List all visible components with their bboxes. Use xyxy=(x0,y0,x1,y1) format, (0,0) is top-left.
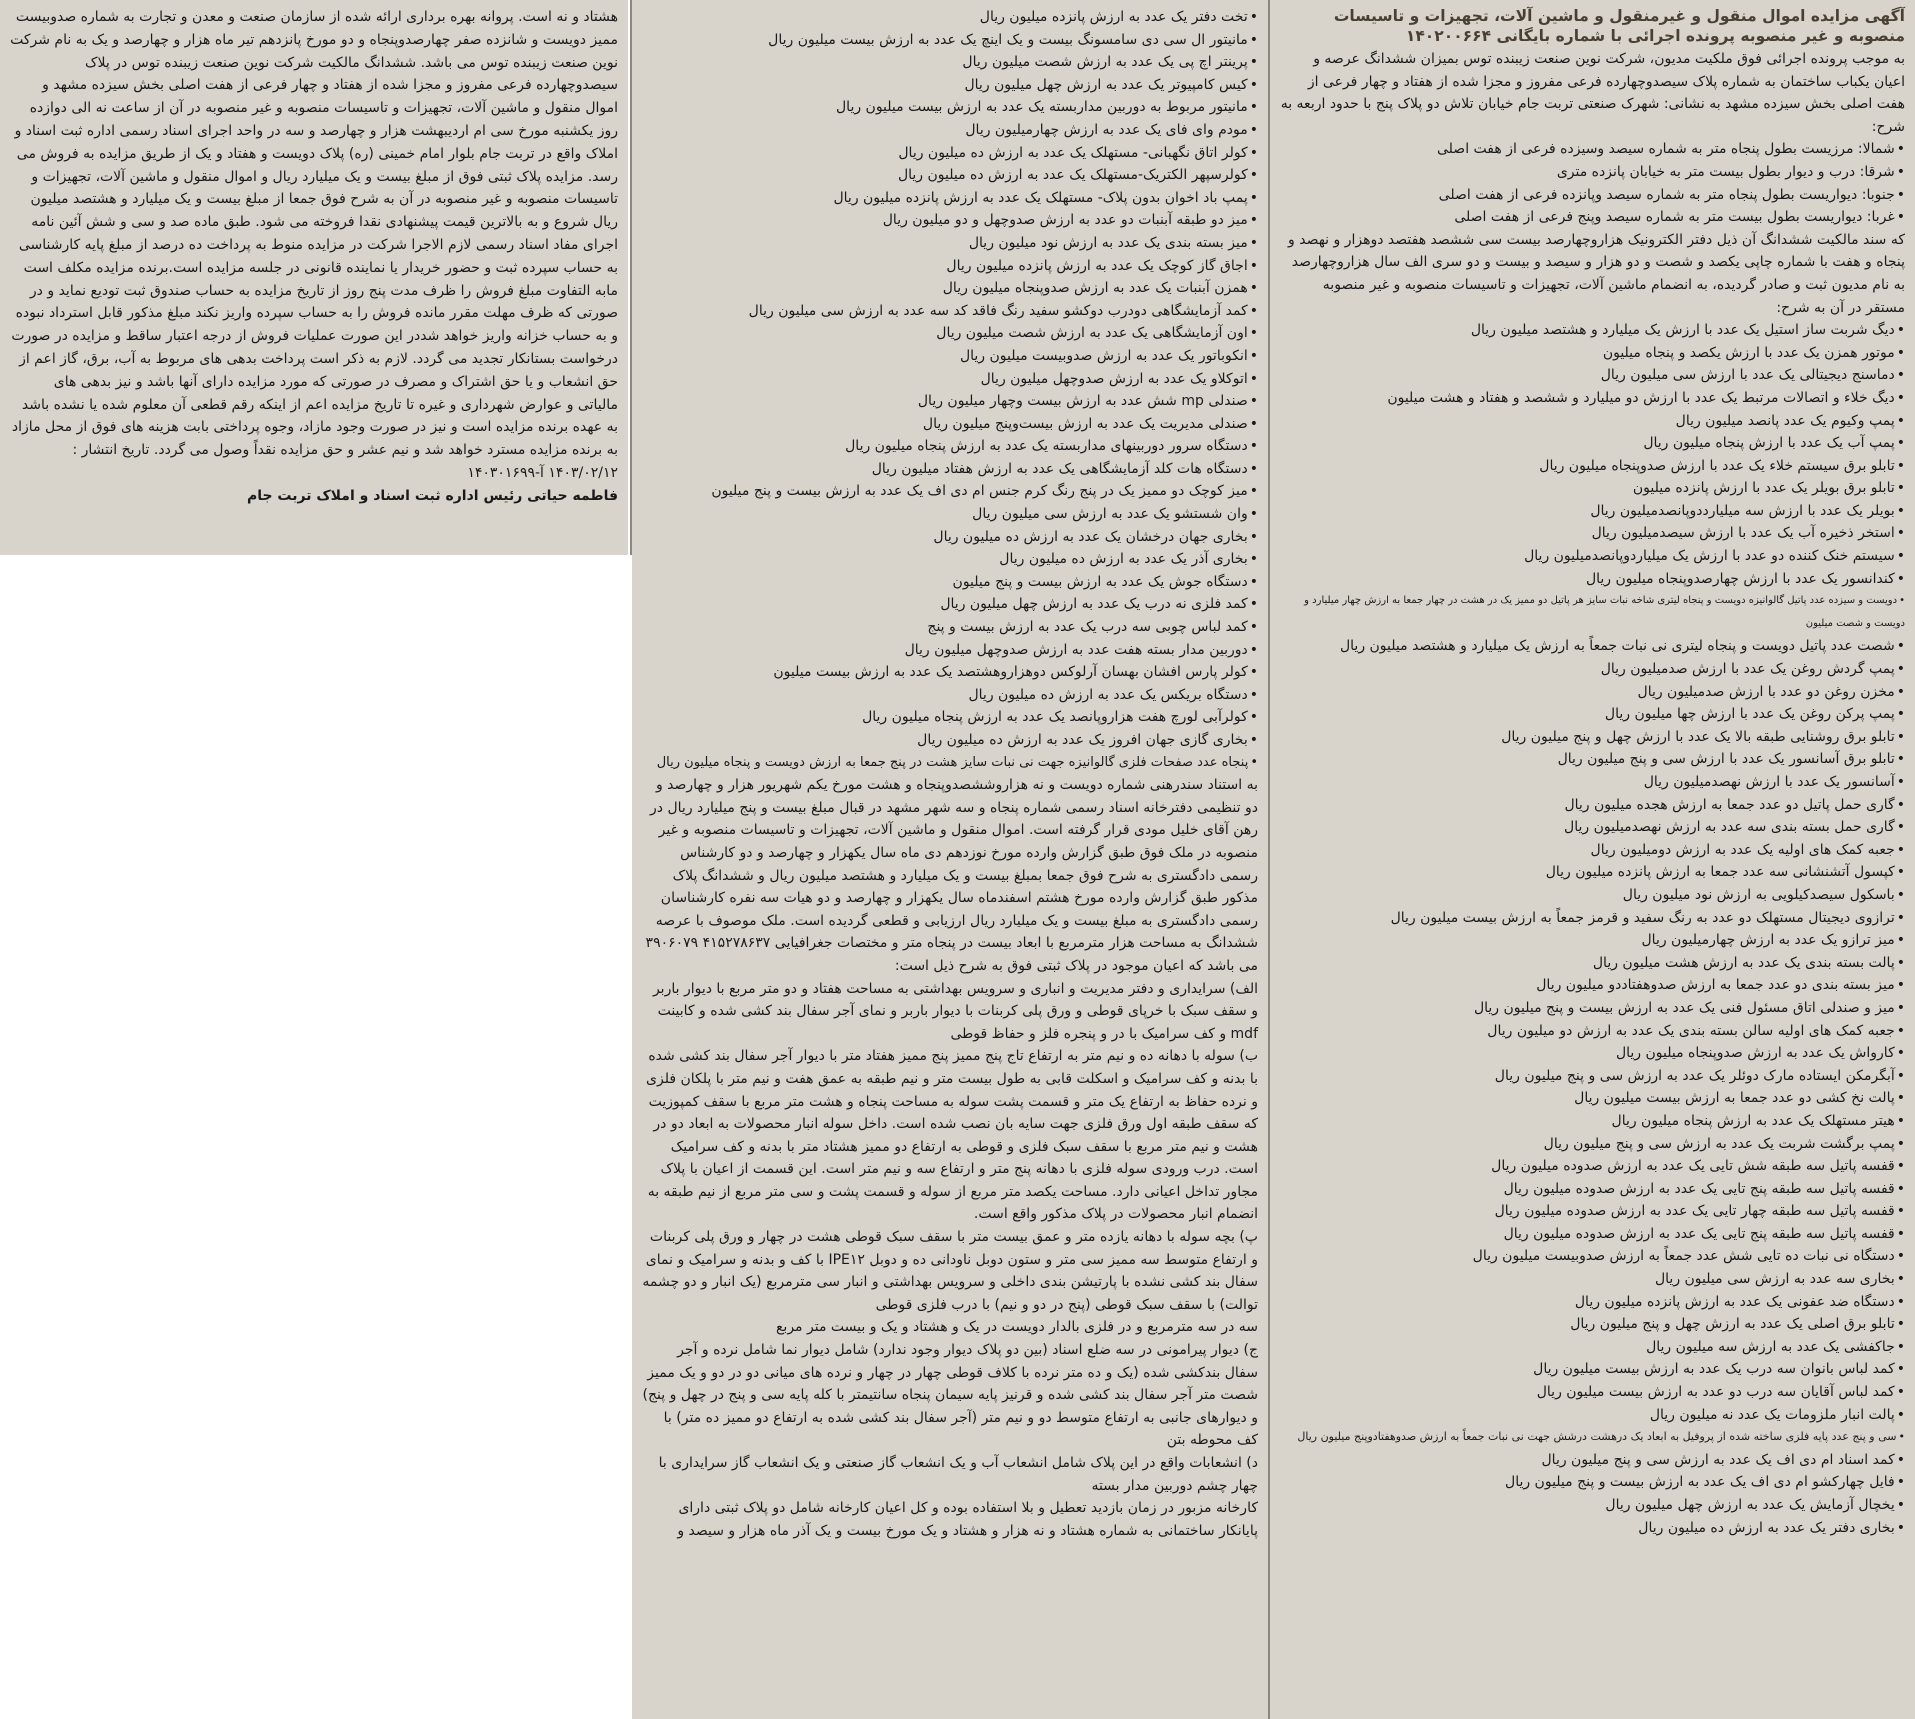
asset-item: • اجاق گاز کوچک یک عدد به ارزش پانزده میلیون ریال xyxy=(642,255,1258,278)
asset-item: • مخزن روغن دو عدد با ارزش صدمیلیون ریال xyxy=(1280,681,1905,704)
asset-item: • اون آزمایشگاهی یک عدد به ارزش شصت میلیون ریال xyxy=(642,322,1258,345)
signature: فاطمه حیاتی رئیس اداره ثبت اسناد و املاک تربت جام xyxy=(246,487,618,504)
asset-item: • کمد اسناد ام دی اف یک عدد به ارزش سی و پنج میلیون ریال xyxy=(1280,1449,1905,1472)
asset-item: • پمپ وکیوم یک عدد پانصد میلیون ریال xyxy=(1280,410,1905,433)
asset-item: • پالت بسته بندی یک عدد به ارزش هشت میلیون ریال xyxy=(1280,952,1905,975)
asset-item: • گاری حمل بسته بندی سه عدد به ارزش نهصدمیلیون ریال xyxy=(1280,816,1905,839)
boundaries-list xyxy=(1280,138,1905,228)
notice-title: آگهی مزایده اموال منقول و غیرمنقول و ماشین آلات، تجهیزات و تاسیسات منصوبه و غیر منصوبه پرونده اجرائی با شماره بایگانی ۱۴۰۲۰۰۶۶۴ xyxy=(1333,7,1905,45)
asset-item: • میز بسته بندی دو عدد جمعا به ارزش صدوهفتاددو میلیون ریال xyxy=(1280,974,1905,997)
asset-item: • میز و صندلی اتاق مسئول فنی یک عدد به ارزش بیست و پنج میلیون ریال xyxy=(1280,997,1905,1020)
asset-item: • قفسه پاتیل سه طبقه پنج تایی یک عدد به ارزش صدوده میلیون ریال xyxy=(1280,1178,1905,1201)
asset-item: • انکوباتور یک عدد به ارزش صدوبیست میلیون ریال xyxy=(642,345,1258,368)
asset-item: • کولر پارس افشان بهسان آرلوکس دوهزاروهشتصد یک عدد به ارزش بیست میلیون xyxy=(642,661,1258,684)
auction-terms-paragraph: هشتاد و نه است. پروانه بهره برداری ارائه شده از سازمان صنعت و معدن و تجارت به شماره صدوبیست ممیز دویست و شانزده صفر چهارصدوپنجاه و دو مورخ پانزدهم تیر ماه هزار و چهارصد و یک به نام شرکت نوین صنعت زیبنده توس می باشد. ششدانگ مالکیت شرکت نوین صنعت زیبنده توس در پلاک سیصدوچهارده فرعی مفروز و مجزا شده از هفتاد و چهار فرعی از هفت اصلی بخش سیزده مشهد و اموال منقول و ماشین آلات، تجهیزات و تاسیسات منصوبه و غیر منصوبه در آن از ساعت نه الی دوازده روز یکشنبه مورخ سی ام اردیبهشت هزار و چهارصد و سه در واحد اجرای اسناد رسمی اداره ثبت اسناد و املاک واقع در تربت جام بلوار امام خمینی (ره) پلاک دویست و هفتاد و یک از طریق مزایده به فروش می رسد. مزایده پلاک ثبتی فوق از مبلغ بیست و یک میلیارد ریال و اموال منقول و ماشین آلات، تجهیزات و تاسیسات منصوبه و غیر منصوبه در آن به شرح فوق جمعا از مبلغ بیست و یک میلیارد و هشتصد میلیون ریال شروع و به بالاترین قیمت پیشنهادی نقدا فروخته می شود. طبق ماده صد و سی و شش آئین نامه اجرای مفاد اسناد رسمی لازم الاجرا شرکت در مزایده منوط به پرداخت ده درصد از مبلغ پایه کارشناسی به حساب سپرده ثبت و حضور خریدار یا نماینده قانونی در جلسه مزایده است.برنده مزایده مکلف است مابه التفاوت مبلغ فروش را ظرف مدت پنج روز از تاریخ مزایده به حساب صندوق ثبت تودیع نماید و در صورتی که ظرف مهلت مقرر مانده فروش را به حساب سپرده واریز نکند مبلغ مذکور قابل استرداد نبوده و به حساب خزانه واریز خواهد شددر این صورت عملیات فروش از درجه اعتبار ساقط و مزایده در صورت درخواست بستانکار تجدید می گردد. لازم به ذکر است پرداخت بدهی های مربوط به آب، برق، گاز اعم از حق انشعاب و یا حق اشتراک و مصرف در صورتی که مورد مزایده دارای آنها باشد و نیز بدهی های مالیاتی و عوارض شهرداری و غیره تا تاریخ مزایده اعم از اینکه رقم قطعی آن معلوم شده یا نشده باشد به عهده برنده مزایده است و نیز در صورت وجود مازاد، وجوه پرداختی بابت هزینه های فوق از محل مازاد به برنده مزایده مسترد خواهد شد و نیم عشر و حق مزایده نقداً وصول می گردد. تاریخ انتشار : ۱۴۰۳/۰۲/۱۲ آ-۱۴۰۳۰۱۶۹۹ xyxy=(10,9,618,481)
asset-item: • قفسه پاتیل سه طبقه چهار تایی یک عدد به ارزش صدوده میلیون ریال xyxy=(1280,1200,1905,1223)
right-column xyxy=(1270,0,1915,1719)
asset-item: • همزن آبنبات یک عدد به ارزش صدوپنجاه میلیون ریال xyxy=(642,277,1258,300)
asset-item: • کمد لباس بانوان سه درب یک عدد به ارزش بیست میلیون ریال xyxy=(1280,1358,1905,1381)
column-divider xyxy=(1268,0,1270,1719)
description-paragraph: پ) بچه سوله با دهانه یازده متر و عمق بیست متر با سقف سبک قوطی هشت در چهار و ورق پلی کربنات و ارتفاع متوسط سه ممیز سی متر و ستون دوبل ناودانی ده و دوبل IPE۱۲ با کف و بدنه و سرامیک و نمای سفال بند کشی نشده با پارتیشن بندی داخلی و سرویس بهداشتی و انبار سی مترمربع (یک انبار و دو چشمه توالت) با سقف سبک قوطی (پنج در دو و نیم) با درب فلزی قوطی xyxy=(642,1229,1258,1313)
description-paragraph: الف) سرایداری و دفتر مدیریت و انباری و سرویس بهداشتی به مساحت هفتاد و دو متر مربع با دیوار باربر و سقف سبک با خرپای قوطی و ورق پلی کربنات با دیوار باربر و نمای آجر سفال بند کشی شده و کابینت mdf و کف سرامیک با در و پنجره فلز و حفاظ قوطی xyxy=(652,980,1258,1042)
asset-item: • بخاری آذر یک عدد به ارزش ده میلیون ریال xyxy=(642,548,1258,571)
asset-item: • پنجاه عدد صفحات فلزی گالوانیزه جهت نی نبات سایز هشت در پنج جمعا به ارزش دویست و پنجاه میلیون ریال xyxy=(642,752,1258,775)
asset-item: • کپسول آتشنشانی سه عدد جمعا به ارزش پانزده میلیون ریال xyxy=(1280,861,1905,884)
asset-item: • پمپ باد اخوان بدون پلاک- مستهلک یک عدد به ارزش پانزده میلیون ریال xyxy=(642,187,1258,210)
asset-item: • سیستم خنک کننده دو عدد با ارزش یک میلیاردوپانصدمیلیون ریال xyxy=(1280,545,1905,568)
asset-item: • دستگاه نی نبات ده تایی شش عدد جمعاً به ارزش صدوبیست میلیون ریال xyxy=(1280,1245,1905,1268)
deed-paragraph: که سند مالکیت ششدانگ آن ذیل دفتر الکترونیک هزاروچهارصد بیست سی ششصد هفتصد دوهزار و نهصد و پنجاه و هفت با شماره چاپی یکصد و شصت و دو هزار و سیصد و بیست و دو سری الف سال هزاروچهارصد به نام مدیون ثبت و صادر گردیده، به انضمام ماشین آلات، تجهیزات و تاسیسات منصوبه و غیر منصوبه مستقر در آن به شرح: xyxy=(1288,231,1905,316)
asset-item: • قفسه پاتیل سه طبقه پنج تایی یک عدد به ارزش صدوده میلیون ریال xyxy=(1280,1223,1905,1246)
asset-item: • تابلو برق بویلر یک عدد با ارزش پانزده میلیون xyxy=(1280,477,1905,500)
asset-item: • بخاری سه عدد به ارزش سی میلیون ریال xyxy=(1280,1268,1905,1291)
asset-item: • کمد آزمایشگاهی دودرب دوکشو سفید رنگ فاقد کد سه عدد به ارزش سی میلیون ریال xyxy=(642,300,1258,323)
asset-item: • اتوکلاو یک عدد به ارزش صدوچهل میلیون ریال xyxy=(642,368,1258,391)
asset-item: • قفسه پاتیل سه طبقه شش تایی یک عدد به ارزش صدوده میلیون ریال xyxy=(1280,1155,1905,1178)
asset-item: • دوربین مدار بسته هفت عدد به ارزش صدوچهل میلیون ریال xyxy=(642,639,1258,662)
asset-item: • میز کوچک دو ممیز یک در پنج رنگ کرم جنس ام دی اف یک عدد به ارزش بیست و پنج میلیون xyxy=(642,480,1258,503)
asset-item: • دستگاه هات کلد آزمایشگاهی یک عدد به ارزش هفتاد میلیون ریال xyxy=(642,458,1258,481)
asset-item: • ترازوی دیجیتال مستهلک دو عدد به رنگ سفید و قرمز جمعاً به ارزش بیست میلیون ریال xyxy=(1280,907,1905,930)
column-divider xyxy=(630,0,632,555)
description-paragraph: سه در سه مترمربع و در فلزی بالدار دویست در یک و هشتاد و یک و بیست متر مربع xyxy=(775,1319,1258,1336)
asset-item: • پمپ آب یک عدد با ارزش پنجاه میلیون ریال xyxy=(1280,432,1905,455)
asset-item: • پالت انبار ملزومات یک عدد نه میلیون ریال xyxy=(1280,1404,1905,1427)
asset-item: • آسانسور یک عدد با ارزش نهصدمیلیون ریال xyxy=(1280,771,1905,794)
asset-item: • صندلی مدیریت یک عدد به ارزش بیست‌وپنج میلیون ریال xyxy=(642,413,1258,436)
asset-item: • کولرسپهر الکتریک-مستهلک یک عدد به ارزش ده میلیون ریال xyxy=(642,164,1258,187)
asset-item: • موتور همزن یک عدد با ارزش یکصد و پنجاه میلیون xyxy=(1280,342,1905,365)
asset-item: • تابلو برق روشنایی طبقه بالا یک عدد با ارزش چهل و پنج میلیون ریال xyxy=(1280,726,1905,749)
asset-item: • دستگاه بریکس یک عدد به ارزش ده میلیون ریال xyxy=(642,684,1258,707)
asset-item: • کیس کامپیوتر یک عدد به ارزش چهل میلیون ریال xyxy=(642,74,1258,97)
asset-item: • کارواش یک عدد به ارزش صدوپنجاه میلیون ریال xyxy=(1280,1042,1905,1065)
asset-item: • گاری حمل پاتیل دو عدد جمعا به ارزش هجده میلیون ریال xyxy=(1280,794,1905,817)
asset-item: • بویلر یک عدد با ارزش سه میلیارددوپانصدمیلیون ریال xyxy=(1280,500,1905,523)
asset-item: • صندلی mp شش عدد به ارزش بیست وچهار میلیون ریال xyxy=(642,390,1258,413)
description-paragraph: د) انشعابات واقع در این پلاک شامل انشعاب آب و یک انشعاب گاز صنعتی و یک انشعاب گاز سرایداری با چهار چشم دوربین مدار بسته xyxy=(658,1455,1258,1494)
asset-item: • کندانسور یک عدد با ارزش چهارصدوپنجاه میلیون ریال xyxy=(1280,568,1905,591)
asset-item: • وان شستشو یک عدد به ارزش سی میلیون ریال xyxy=(642,503,1258,526)
description-paragraph: ب) سوله با دهانه ده و نیم متر به ارتفاع تاج پنج ممیز پنج ممیز هفتاد متر با دیوار آجر سفال بند کشی شده با بدنه و کف سرامیک و اسکلت قابی به طول بیست متر و نیم طبقه به عمق هفت و نیم متر با پلکان فلزی و نرده حفاظ به ارتفاع یک متر و قسمت پشت سوله به مساحت پنجاه و هشت متر مربع با سقف کمپوزیت که سقف طبقه اول ورق فلزی جهت سایه بان نصب شده است. داخل سوله انبار محصولات به ابعاد دو در هشت و نیم متر مربع با سقف سبک فلزی و قوطی به ارتفاع دو ممیز هشتاد متر با بدنه و کف سرامیک است. درب ورودی سوله فلزی با دهانه پنج متر و ارتفاع سه و نیم متر است. این قسمت از اعیان با پلاک مجاور تداخل اعیانی دارد. مساحت یکصد متر مربع از سوله و قسمت پشت و سی متر مربع از نیم طبقه به انضمام انبار محصولات در پلاک مذکور واقع است. xyxy=(646,1048,1258,1223)
asset-item: • بخاری جهان درخشان یک عدد به ارزش ده میلیون ریال xyxy=(642,526,1258,549)
asset-item: • کمد لباس چوبی سه درب یک عدد به ارزش بیست و پنج xyxy=(642,616,1258,639)
asset-item: • مانیتور مربوط به دوربین مداربسته یک عدد به ارزش بیست میلیون ریال xyxy=(642,96,1258,119)
asset-item: • بخاری گازی جهان افروز یک عدد به ارزش ده میلیون ریال xyxy=(642,729,1258,752)
asset-item: • تخت دفتر یک عدد به ارزش پانزده میلیون ریال xyxy=(642,6,1258,29)
left-column xyxy=(0,0,628,555)
asset-item: • تابلو برق آسانسور یک عدد با ارزش سی و پنج میلیون ریال xyxy=(1280,748,1905,771)
intro-paragraph: به موجب پرونده اجرائی فوق ملکیت مدیون، شرکت نوین صنعت زیبنده توس بمیزان ششدانگ عرصه و اعیان یکباب ساختمان به شماره پلاک سیصدوچهارده فرعی مفروز و مجزا شده از هفتاد و چهار فرعی از هفت اصلی بخش سیزده مشهد به نشانی: شهرک صنعتی تربت جام خیابان تلاش دو پلاک پنج با حدود اربعه به شرح: xyxy=(1280,51,1905,135)
asset-item: • مانیتور ال سی دی سامسونگ بیست و یک اینچ یک عدد به ارزش بیست میلیون ریال xyxy=(642,29,1258,52)
asset-item: • شصت عدد پاتیل دویست و پنجاه لیتری نی نبات جمعاً به ارزش یک میلیارد و هشتصد میلیون ریال xyxy=(1280,635,1905,658)
asset-item: • پمپ برگشت شربت یک عدد به ارزش سی و پنج میلیون ریال xyxy=(1280,1133,1905,1156)
asset-item: • جاکفشی یک عدد به ارزش سه میلیون ریال xyxy=(1280,1336,1905,1359)
asset-item: • فایل چهارکشو ام دی اف یک عدد به ارزش بیست و پنج میلیون ریال xyxy=(1280,1471,1905,1494)
boundary-item: • جنوبا: دیواریست بطول پنجاه متر به شماره سیصد وپانزده فرعی از هفت اصلی xyxy=(1280,184,1905,207)
asset-item: • دستگاه جوش یک عدد به ارزش بیست و پنج میلیون xyxy=(642,571,1258,594)
asset-item: • میز بسته بندی یک عدد به ارزش نود میلیون ریال xyxy=(642,232,1258,255)
asset-item: • جعبه کمک های اولیه سالن بسته بندی یک عدد به ارزش دو میلیون ریال xyxy=(1280,1020,1905,1043)
asset-item: • میز ترازو یک عدد به ارزش چهارمیلیون ریال xyxy=(1280,929,1905,952)
asset-item: • آبگرمکن ایستاده مارک دوئلر یک عدد به ارزش سی و پنج میلیون ریال xyxy=(1280,1065,1905,1088)
asset-item: • هیتر مستهلک یک عدد به ارزش پنجاه میلیون ریال xyxy=(1280,1110,1905,1133)
asset-item: • پمپ پرکن روغن یک عدد با ارزش چها میلیون ریال xyxy=(1280,703,1905,726)
asset-item: • پمپ گردش روغن یک عدد با ارزش صدمیلیون ریال xyxy=(1280,658,1905,681)
asset-item: • پرینتر اچ پی یک عدد به ارزش شصت میلیون ریال xyxy=(642,51,1258,74)
boundary-item: • شرقا: درب و دیوار بطول بیست متر به خیابان پانزده متری xyxy=(1280,161,1905,184)
asset-item: • میز دو طبقه آبنبات دو عدد به ارزش صدوچهل و دو میلیون ریال xyxy=(642,209,1258,232)
asset-item: • جعبه کمک های اولیه یک عدد به ارزش دومیلیون ریال xyxy=(1280,839,1905,862)
description-paragraph: به استناد سندرهنی شماره دویست و نه هزاروششصدوپنجاه و هشت مورخ یکم شهریور هزار و چهارصد و دو تنظیمی دفترخانه اسناد رسمی شماره پنجاه و سه شهر مشهد در قبال مبلغ بیست و پنج میلیارد ریال در رهن آقای خلیل مودی قرار گرفته است. اموال منقول و ماشین آلات، تجهیزات و تاسیسات منصوبه و غیر منصوبه در ملک فوق طبق گزارش وارده مورخ نوزدهم دی ماه سال یکهزار و چهارصد و دو کارشناس رسمی دادگستری به شرح فوق جمعا بمبلغ بیست و یک میلیارد و هشتصد میلیون ریال و ششدانگ پلاک مذکور طبق گزارش وارده مورخ هشتم اسفندماه سال یکهزار و چهارصد و دو هیات سه نفره کارشناسان رسمی دادگستری به مبلغ بیست و یک میلیارد ریال ارزیابی و قطعی گردیده است. ملک موصوف با عرصه ششدانگ به مساحت هزار مترمربع با ابعاد بیست در پنجاه متر و مختصات جغرافیایی ۴۱۵۲۷۸۶۳۷ ۳۹۰۶۰۷۹ می باشد که اعیان موجود در پلاک ثبتی فوق به شرح ذیل است: xyxy=(645,777,1258,974)
middle-column xyxy=(632,0,1268,1719)
asset-item: • کمد فلزی نه درب یک عدد به ارزش چهل میلیون ریال xyxy=(642,593,1258,616)
asset-item: • دویست و سیزده عدد پاتیل گالوانیزه دویست و پنجاه لیتری شاخه نبات سایز هر پاتیل دو ممیز یک در هشت در چهار جمعا به ارزش چهار میلیارد و دویست و شصت میلیون xyxy=(1280,590,1905,635)
asset-item: • یخچال آزمایش یک عدد به ارزش چهل میلیون ریال xyxy=(1280,1494,1905,1517)
asset-item: • سی و پنج عدد پایه فلزی ساخته شده از پروفیل به ابعاد یک درهشت درشش جهت نی نبات جمعاً به ارزش صدوهفتادوپنج میلیون ریال xyxy=(1280,1426,1905,1449)
asset-item: • استخر ذخیره آب یک عدد با ارزش سیصدمیلیون ریال xyxy=(1280,522,1905,545)
asset-item: • کولرآبی لورچ هفت هزاروپانصد یک عدد به ارزش پنجاه میلیون ریال xyxy=(642,706,1258,729)
asset-item: • دماسنج دیجیتالی یک عدد با ارزش سی میلیون ریال xyxy=(1280,364,1905,387)
asset-item: • کمد لباس آقایان سه درب دو عدد به ارزش بیست میلیون ریال xyxy=(1280,1381,1905,1404)
asset-item: • تابلو برق اصلی یک عدد به ارزش چهل و پنج میلیون ریال xyxy=(1280,1313,1905,1336)
asset-item: • دیگ شربت ساز استیل یک عدد با ارزش یک میلیارد و هشتصد میلیون ریال xyxy=(1280,319,1905,342)
asset-item: • تابلو برق سیستم خلاء یک عدد با ارزش صدوپنجاه میلیون ریال xyxy=(1280,455,1905,478)
asset-item: • مودم وای فای یک عدد به ارزش چهارمیلیون ریال xyxy=(642,119,1258,142)
asset-item: • دستگاه سرور دوربینهای مداربسته یک عدد به ارزش پنجاه میلیون ریال xyxy=(642,435,1258,458)
description-paragraph: کارخانه مزبور در زمان بازدید تعطیل و بلا استفاده بوده و کل اعیان کارخانه شامل دو پلاک ثبتی دارای پایانکار ساختمانی به شماره هشتاد و نه هزار و هشتاد و یک مورخ بیست و یک آذر ماه هزار و سیصد و xyxy=(677,1500,1258,1539)
asset-item: • دستگاه ضد عفونی یک عدد به ارزش پانزده میلیون ریال xyxy=(1280,1291,1905,1314)
asset-item: • دیگ خلاء و اتصالات مرتبط یک عدد با ارزش دو میلیارد و ششصد و هفتاد و هشت میلیون xyxy=(1280,387,1905,410)
assets-list xyxy=(1280,319,1905,1539)
asset-item: • کولر اتاق نگهبانی- مستهلک یک عدد به ارزش ده میلیون ریال xyxy=(642,142,1258,165)
boundary-item: • شمالا: مرزیست بطول پنجاه متر به شماره سیصد وسیزده فرعی از هفت اصلی xyxy=(1280,138,1905,161)
description-paragraph: ج) دیوار پیرامونی در سه ضلع اسناد (بین دو پلاک دیوار وجود ندارد) شامل دیوار نما شامل نرده و آجر سفال بندکشی شده (یک و ده متر نرده با کلاف قوطی چهار در چهار و نرده های میانی دو در دو و یک ممیز شصت متر آجر سفال بند کشی شده و قرنیز پایه سیمان پنجاه سانتیمتر با کله پایه سی و پنج در چهل و پنج) و دیوارهای جانبی به ارتفاع متوسط دو و نیم متر (آجر سفال بند کشی شده به ارتفاع دو ممیز ده متر) با کف محوطه بتن xyxy=(642,1342,1258,1449)
asset-item: • پالت نخ کشی دو عدد جمعا به ارزش بیست میلیون ریال xyxy=(1280,1087,1905,1110)
asset-item: • باسکول سیصدکیلویی به ارزش نود میلیون ریال xyxy=(1280,884,1905,907)
boundary-item: • غربا: دیواریست بطول بیست متر به شماره سیصد وپنج فرعی از هفت اصلی xyxy=(1280,206,1905,229)
property-description xyxy=(642,774,1258,1542)
asset-item: • بخاری دفتر یک عدد به ارزش ده میلیون ریال xyxy=(1280,1517,1905,1540)
assets-list-continued xyxy=(642,6,1258,774)
